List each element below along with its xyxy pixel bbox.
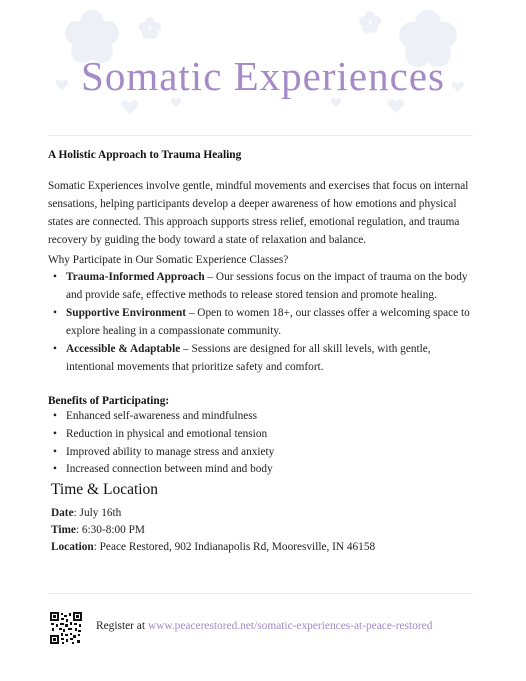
list-item bbox=[48, 268, 478, 304]
list-item-text: – Sessions are designed for all skill levels, with gentle, intentional movements that prioritize safety and comfort. bbox=[66, 343, 431, 373]
date-line bbox=[51, 507, 491, 519]
list-item-text: – Our sessions focus on the impact of trauma on the body and provide safe, effective methods to release stored tension and promote healing. bbox=[66, 271, 468, 301]
benefits-heading: Benefits of Participating: bbox=[48, 395, 170, 407]
why-heading: Why Participate in Our Somatic Experience Classes? bbox=[48, 254, 289, 266]
list-item bbox=[48, 304, 478, 340]
list-item-text: – Open to women 18+, our classes offer a welcoming space to explore healing in a compassionate community. bbox=[66, 307, 470, 337]
why-list bbox=[48, 268, 478, 376]
list-item: • Enhanced self-awareness and mindfulness bbox=[48, 408, 478, 426]
page-title: Somatic Experiences bbox=[81, 53, 445, 99]
location-line bbox=[51, 541, 491, 553]
date-label: Date bbox=[51, 507, 74, 519]
benefits-list bbox=[48, 408, 478, 479]
location-label: Location bbox=[51, 541, 94, 553]
intro-subheading: A Holistic Approach to Trauma Healing bbox=[48, 149, 242, 161]
top-divider bbox=[48, 135, 473, 136]
list-item: • Improved ability to manage stress and anxiety bbox=[48, 444, 478, 462]
list-item: • Reduction in physical and emotional tension bbox=[48, 426, 478, 444]
intro-paragraph: Somatic Experiences involve gentle, mindful movements and exercises that focus on internal sensations, helping participants develop a deeper awareness of how emotions and physical states are connected. This approach supports stress relief, emotional regulation, and trauma recovery by guiding the body toward a state of relaxation and balance. bbox=[48, 180, 469, 246]
list-item: • Increased connection between mind and body bbox=[48, 461, 478, 479]
list-item-term: Accessible & Adaptable bbox=[66, 343, 181, 355]
register-prefix: Register at bbox=[96, 620, 148, 632]
register-line bbox=[96, 620, 432, 632]
list-item bbox=[48, 340, 478, 376]
time-line bbox=[51, 524, 491, 536]
bottom-divider bbox=[48, 593, 473, 594]
date-value: : July 16th bbox=[73, 507, 122, 519]
list-item-term: Supportive Environment bbox=[66, 307, 186, 319]
time-value: : 6:30-8:00 PM bbox=[75, 524, 145, 536]
time-location-heading: Time & Location bbox=[51, 481, 159, 498]
location-value: : Peace Restored, 902 Indianapolis Rd, Mooresville, IN 46158 bbox=[93, 541, 376, 553]
register-link[interactable]: www.peacerestored.net/somatic-experiences-at-peace-restored bbox=[147, 620, 433, 632]
list-item-term: Trauma-Informed Approach bbox=[66, 271, 205, 283]
qr-code-icon[interactable] bbox=[50, 612, 82, 644]
time-label: Time bbox=[51, 524, 76, 536]
